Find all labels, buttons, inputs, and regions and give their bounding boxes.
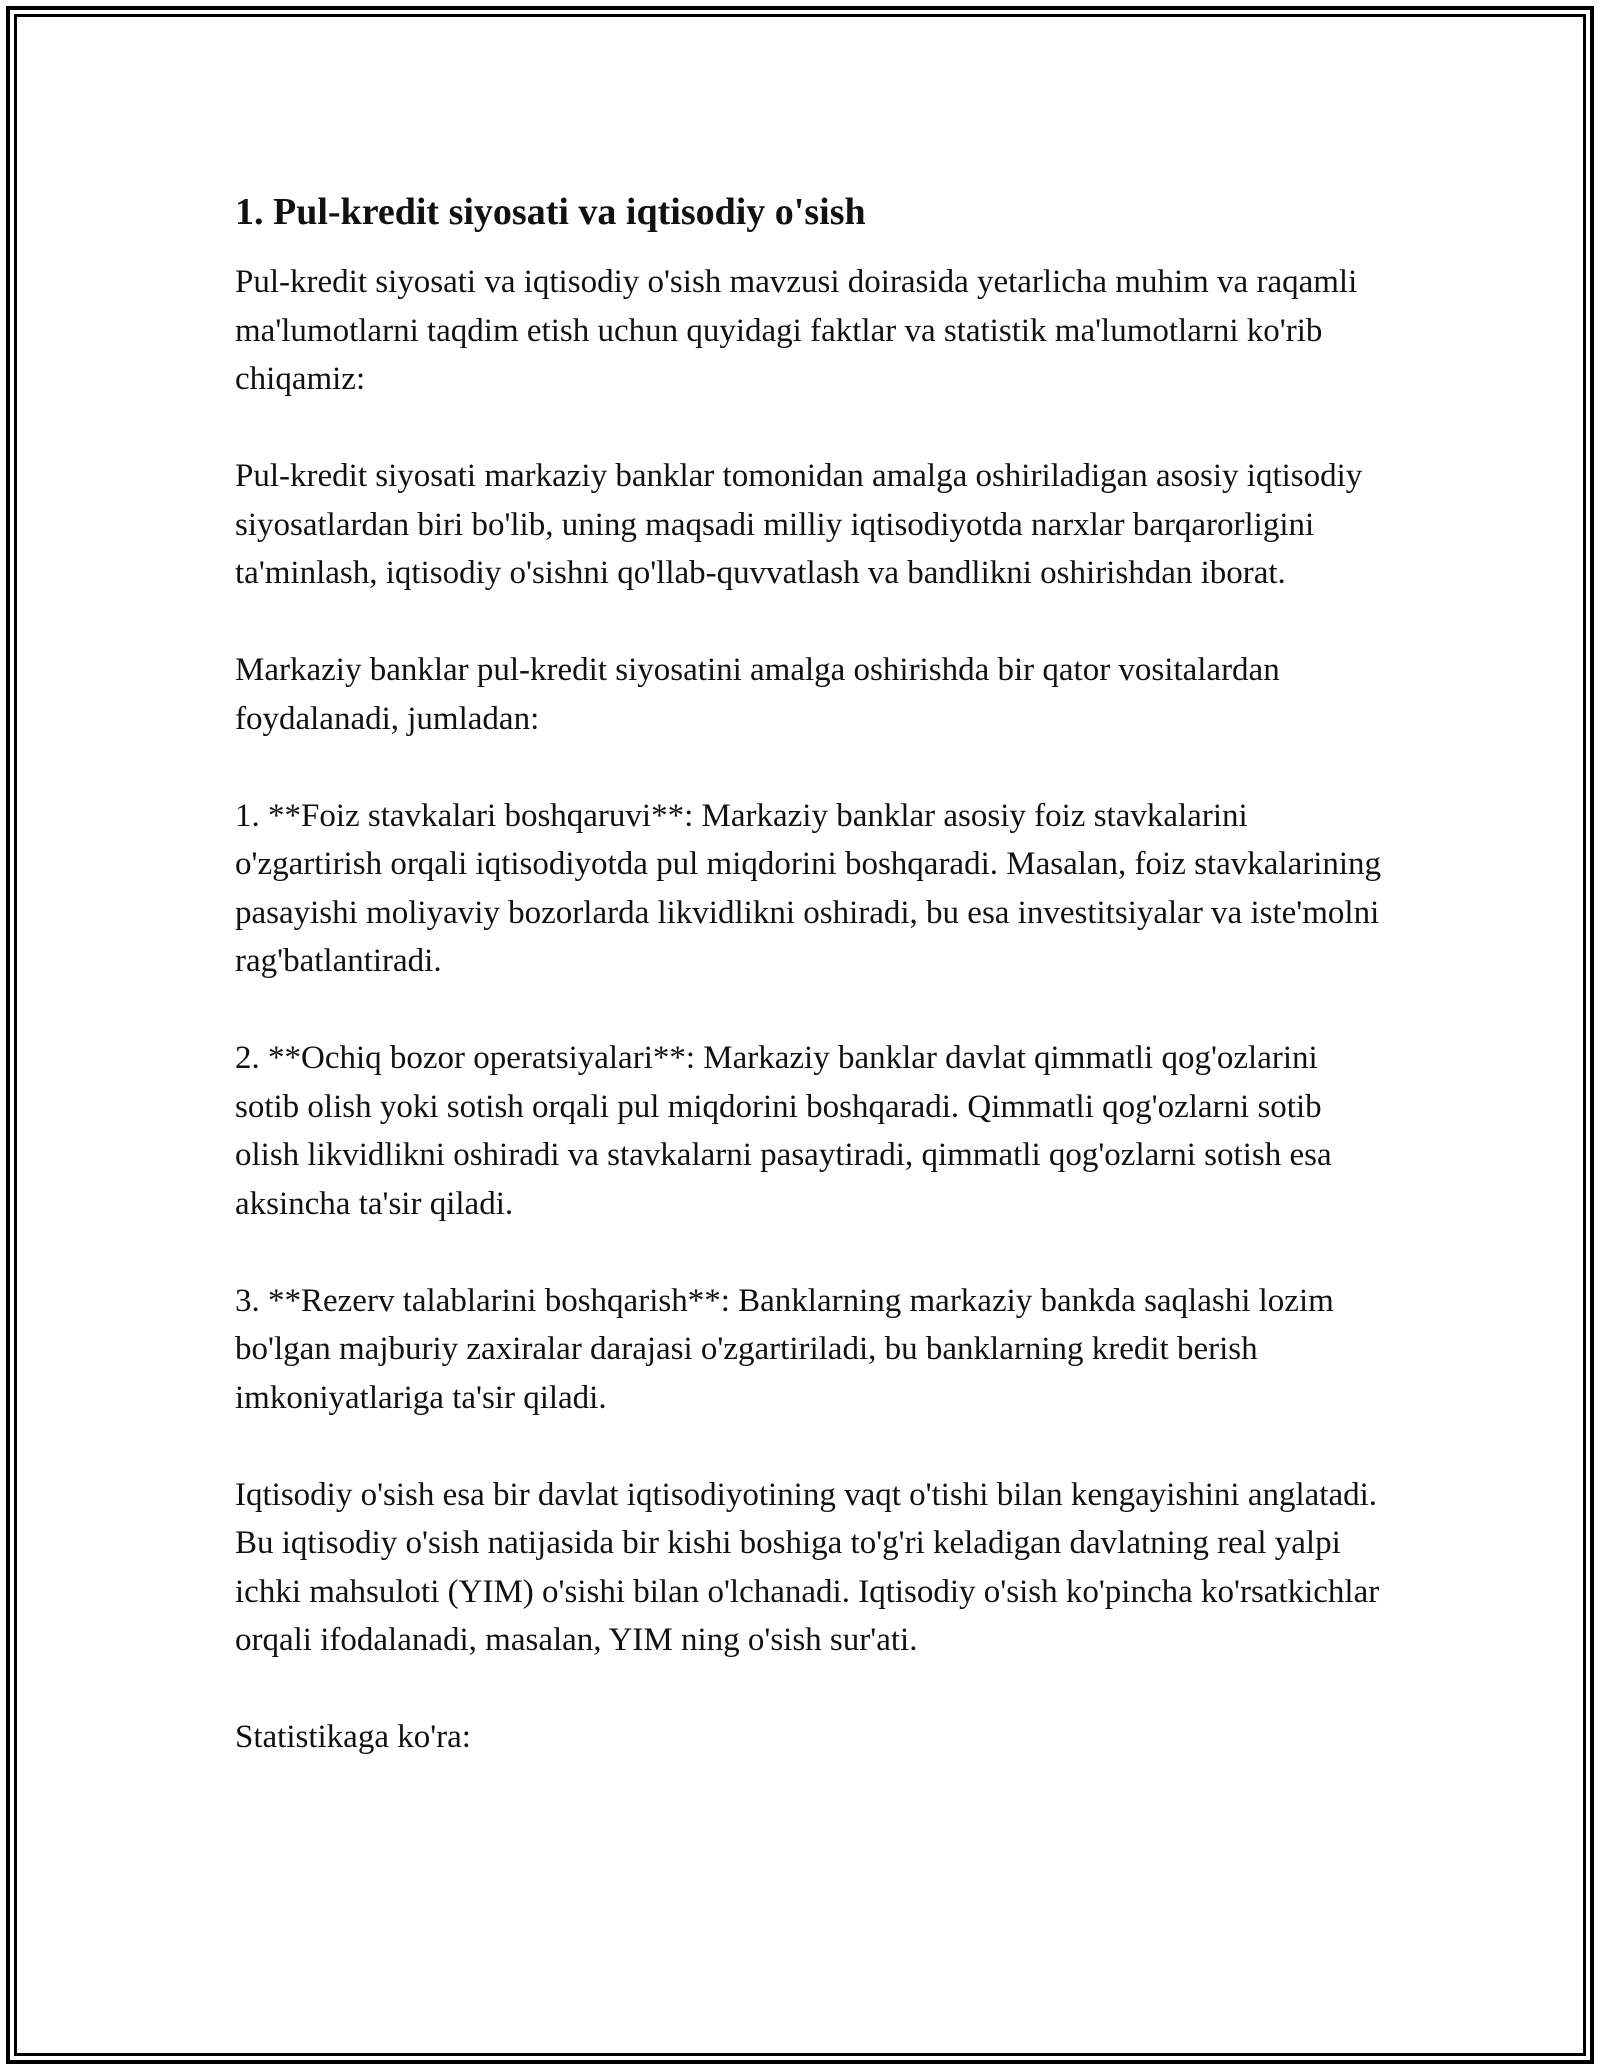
monetary-policy-definition-paragraph: Pul-kredit siyosati markaziy banklar tomonidan amalga oshiriladigan asosiy iqtisodiy siyosatlardan biri bo'lib, uning maqsadi milliy iqtisodiyotda narxlar barqarorligini ta'minlash, iqtisodiy o'sishni qo'llab-quvvatlash va bandlikni oshirishdan iborat.: [235, 458, 1363, 591]
list-item-open-market-operations: 2. **Ochiq bozor operatsiyalari**: Markaziy banklar davlat qimmatli qog'ozlarini sotib olish yoki sotish orqali pul miqdorini boshqaradi. Qimmatli qog'ozlarni sotib olish likvidlikni oshiradi va stavkalarni pasaytiradi, qimmatli qog'ozlarni sotish esa aksincha ta'sir qiladi.: [235, 1040, 1332, 1222]
document-body: [235, 188, 1385, 1810]
intro-paragraph: Pul-kredit siyosati va iqtisodiy o'sish mavzusi doirasida yetarlicha muhim va raqamli ma'lumotlarni taqdim etish uchun quyidagi faktlar va statistik ma'lumotlarni ko'rib chiqamiz:: [235, 264, 1358, 397]
economic-growth-paragraph: Iqtisodiy o'sish esa bir davlat iqtisodiyotining vaqt o'tishi bilan kengayishini anglatadi. Bu iqtisodiy o'sish natijasida bir kishi boshiga to'g'ri keladigan davlatning real yalpi ichki mahsuloti (YIM) o'sishi bilan o'lchanadi. Iqtisodiy o'sish ko'pincha ko'rsatkichlar orqali ifodalanadi, masalan, YIM ning o'sish sur'ati.: [235, 1476, 1380, 1658]
statistics-lead-paragraph: Statistikaga ko'ra:: [235, 1719, 471, 1755]
section-title: 1. Pul-kredit siyosati va iqtisodiy o'sish: [235, 191, 866, 233]
list-item-reserve-requirements: 3. **Rezerv talablarini boshqarish**: Banklarning markaziy bankda saqlashi lozim bo'lgan majburiy zaxiralar darajasi o'zgartiriladi, bu banklarning kredit berish imkoniyatlariga ta'sir qiladi.: [235, 1282, 1334, 1416]
tools-intro-paragraph: Markaziy banklar pul-kredit siyosatini amalga oshirishda bir qator vositalardan foydalanadi, jumladan:: [235, 652, 1280, 737]
list-item-interest-rates: 1. **Foiz stavkalari boshqaruvi**: Markaziy banklar asosiy foiz stavkalarini o'zgartirish orqali iqtisodiyotda pul miqdorini boshqaradi. Masalan, foiz stavkalarining pasayishi moliyaviy bozorlarda likvidlikni oshiradi, bu esa investitsiyalar va iste'molni rag'batlantiradi.: [235, 797, 1382, 979]
